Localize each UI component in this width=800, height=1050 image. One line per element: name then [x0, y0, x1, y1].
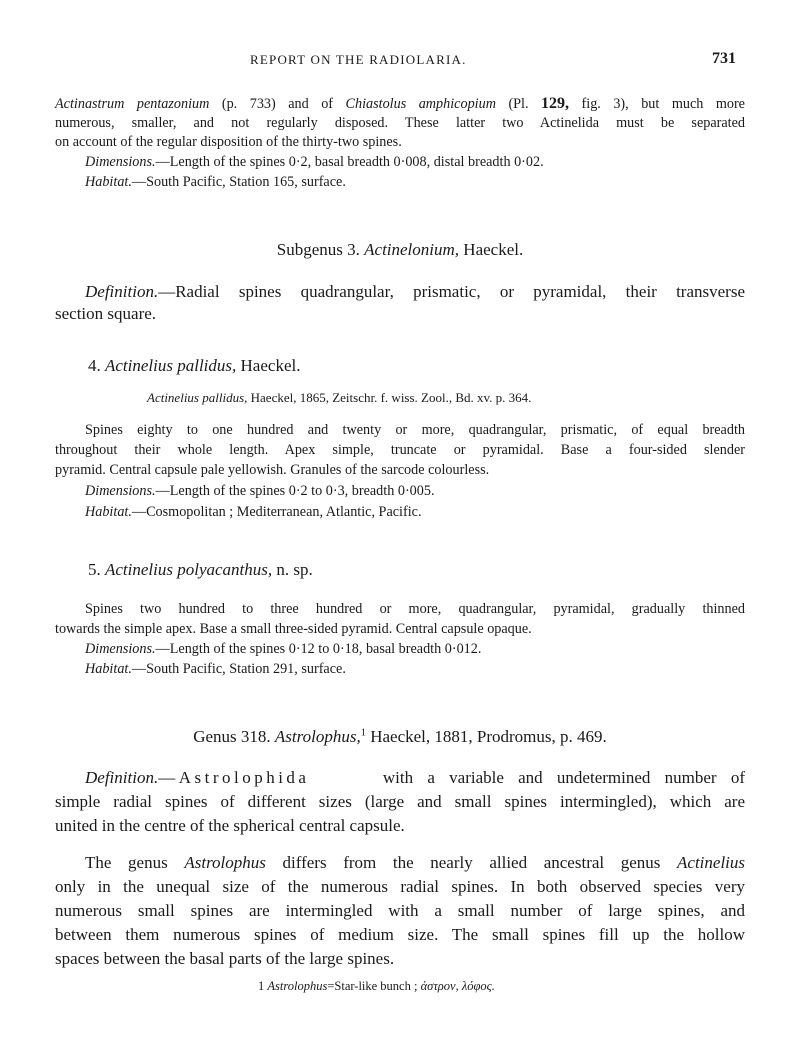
- footnote-marker: 1: [360, 727, 366, 739]
- running-head: REPORT ON THE RADIOLARIA.: [250, 52, 467, 67]
- species-4-line-1: Spines eighty to one hundred and twenty or more, quadrangular, prismatic, of equal breadth: [85, 422, 745, 438]
- species-5-line-2: towards the simple apex. Base a small three-sided pyramid. Central capsule opaque.: [55, 621, 532, 637]
- species-5-heading: [88, 560, 748, 580]
- species-4-heading: [88, 356, 748, 376]
- dimensions-text: —Length of the spines 0·2 to 0·3, breadth 0·005.: [155, 483, 435, 499]
- plate-number: 129,: [541, 95, 570, 112]
- genus-paragraph-line-2: only in the unequal size of the numerous radial spines. In both observed species very: [55, 877, 745, 896]
- species-name: Actinelius pallidus,: [105, 356, 237, 375]
- definition-label: Definition.: [85, 282, 159, 301]
- subgenus-heading: [0, 240, 800, 260]
- species-4-line-2: throughout their whole length. Apex simple, truncate or pyramidal. Base a four-sided slender: [55, 442, 745, 458]
- footnote-greek: ἀστρον, λόφος.: [420, 979, 495, 993]
- page-header: [0, 50, 800, 74]
- species-4-habitat: [85, 504, 745, 521]
- genus-definition-line-3: united in the centre of the spherical central capsule.: [55, 816, 405, 835]
- intro-line-2: numerous, smaller, and not regularly disposed. These latter two Actinelida must be separated: [55, 115, 745, 131]
- habitat-label: Habitat.: [85, 661, 132, 677]
- intro-line-1: [55, 95, 745, 113]
- subgenus-definition-line-2: section square.: [55, 304, 157, 323]
- species-name: Actinelius polyacanthus,: [105, 560, 273, 579]
- habitat-text: —South Pacific, Station 165, surface.: [131, 174, 346, 190]
- genus-paragraph-line-4: between them numerous spines of medium size. The small spines fill up the hollow: [55, 925, 745, 944]
- footnote-number: 1: [258, 979, 268, 993]
- definition-text: —Radial spines quadrangular, prismatic, or pyramidal, their transverse: [158, 282, 745, 301]
- subgenus-definition-line-1: [85, 282, 745, 302]
- genus-name: Actinelius: [677, 853, 746, 872]
- species-author: Haeckel.: [236, 356, 301, 375]
- text: Haeckel.: [459, 240, 524, 259]
- dimensions-text: —Length of the spines 0·2, basal breadth 0·008, distal breadth 0·02.: [155, 154, 544, 170]
- species-number: 5.: [88, 560, 105, 579]
- taxon-name: Chiastolus amphicopium: [345, 96, 496, 112]
- genus-name: Astrolophus,: [274, 727, 361, 746]
- subgenus-name: Actinelonium,: [364, 240, 460, 259]
- definition-label: Definition.: [85, 768, 159, 787]
- synonym-citation: Haeckel, 1865, Zeitschr. f. wiss. Zool., Bd. xv. p. 364.: [247, 390, 532, 405]
- dimensions-label: Dimensions.: [85, 483, 156, 499]
- intro-habitat: [85, 174, 745, 191]
- text: fig. 3), but much more: [569, 96, 745, 112]
- text: (Pl.: [495, 96, 542, 112]
- genus-heading: [0, 727, 800, 747]
- dimensions-label: Dimensions.: [85, 154, 156, 170]
- intro-dimensions: [85, 154, 745, 171]
- definition-text: with a variable and undetermined number of: [382, 768, 745, 787]
- species-5-habitat: [85, 661, 745, 678]
- habitat-text: —Cosmopolitan ; Mediterranean, Atlantic, Pacific.: [131, 504, 422, 520]
- habitat-label: Habitat.: [85, 174, 132, 190]
- text: (p. 733) and of: [209, 96, 346, 112]
- family-name: —Astrolophida: [158, 768, 310, 787]
- intro-line-3: on account of the regular disposition of the thirty-two spines.: [55, 134, 402, 150]
- footnote-term: Astrolophus: [267, 979, 328, 993]
- footnote-text: =Star-like bunch ;: [327, 979, 421, 993]
- text: Genus 318.: [193, 727, 275, 746]
- definition-lead: [85, 768, 309, 788]
- genus-definition-line-2: simple radial spines of different sizes (large and small spines intermingled), which are: [55, 792, 745, 811]
- species-4-dimensions: [85, 483, 745, 500]
- text: differs from the nearly allied ancestral genus: [265, 853, 678, 872]
- species-5-line-1: Spines two hundred to three hundred or more, quadrangular, pyramidal, gradually thinned: [85, 601, 745, 617]
- species-5-dimensions: [85, 641, 745, 658]
- footnote: [258, 979, 495, 994]
- text: Haeckel, 1881, Prodromus, p. 469.: [365, 727, 607, 746]
- genus-paragraph-line-3: numerous small spines are intermingled with a small number of large spines, and: [55, 901, 745, 920]
- text: Subgenus 3.: [276, 240, 365, 259]
- genus-paragraph-line-1: [85, 853, 745, 873]
- genus-paragraph-line-5: spaces between the basal parts of the large spines.: [55, 949, 395, 968]
- habitat-label: Habitat.: [85, 504, 132, 520]
- genus-definition-line-1: [85, 768, 745, 788]
- species-author: n. sp.: [272, 560, 313, 579]
- species-4-synonymy: [147, 390, 531, 406]
- genus-name: Astrolophus: [184, 853, 266, 872]
- synonym-name: Actinelius pallidus,: [147, 390, 248, 405]
- taxon-name: Actinastrum pentazonium: [55, 96, 210, 112]
- dimensions-text: —Length of the spines 0·12 to 0·18, basal breadth 0·012.: [155, 641, 482, 657]
- dimensions-label: Dimensions.: [85, 641, 156, 657]
- page-number: 731: [712, 50, 736, 67]
- habitat-text: —South Pacific, Station 291, surface.: [131, 661, 346, 677]
- species-number: 4.: [88, 356, 105, 375]
- text: The genus: [85, 853, 185, 872]
- species-4-line-3: pyramid. Central capsule pale yellowish. Granules of the sarcode colourless.: [55, 462, 490, 478]
